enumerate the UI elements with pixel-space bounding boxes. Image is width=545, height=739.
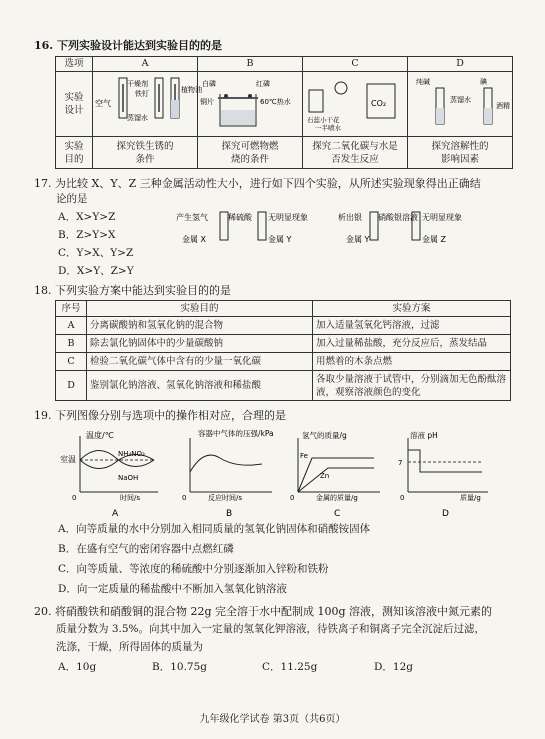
svg-text:C: C [334,509,341,519]
svg-text:植物油: 植物油 [181,86,202,94]
q16-purpose-d: 探究溶解性的影响因素 [408,137,513,169]
q20-option-d[interactable]: D．12g [374,661,414,673]
q18-row-a-purpose: 分离碳酸钠和氢氧化钠的混合物 [87,317,313,335]
q18-stem: 18. 下列实验方案中能达到实验目的的是 [34,284,231,297]
svg-text:石蕊小干花: 石蕊小干花 [307,116,340,124]
q16-design-b-figure [198,72,302,132]
q18-header-id: 序号 [56,301,87,317]
q19-graph-b [182,428,274,519]
q19-option-d[interactable]: D．向一定质量的稀盐酸中不断加入氢氧化钠溶液 [58,583,287,595]
q17-stem-line2: 论的是 [56,193,88,205]
svg-text:析出银: 析出银 [338,213,362,222]
svg-text:容器中气体的压强/kPa: 容器中气体的压强/kPa [198,429,274,438]
svg-text:铁钉: 铁钉 [135,90,149,98]
q19-option-b[interactable]: B．在盛有空气的密闭容器中点燃红磷 [58,543,234,555]
svg-text:D: D [442,509,449,519]
q18-row-a-plan: 加入适量氢氧化钙溶液，过滤 [313,317,511,335]
svg-text:蒸馏水: 蒸馏水 [450,96,471,104]
svg-text:A: A [112,509,119,519]
q20-line3: 洗涤，干燥，所得固体的质量为 [56,641,203,653]
q16-design-a [93,72,202,137]
svg-text:室温: 室温 [60,455,76,464]
q16-design-c-figure [303,72,407,132]
q18-table [55,300,511,401]
svg-text:金属 Z: 金属 Z [422,235,447,244]
q17-option-b[interactable]: B．Z>Y>X [58,229,116,241]
q16-design-a-figure [93,72,202,132]
svg-text:0: 0 [182,494,187,502]
q16-design-d [408,72,513,137]
svg-text:反应时间/s: 反应时间/s [208,494,243,502]
q17-figure [172,210,472,250]
svg-text:Zn: Zn [320,472,330,480]
q16-header-option: 选项 [56,57,93,72]
svg-text:时间/s: 时间/s [120,494,141,502]
q16-option-a: A [93,57,198,72]
q16-purpose-b: 探究可燃物燃烧的条件 [198,137,303,169]
svg-text:纯碱: 纯碱 [416,78,430,86]
svg-text:7: 7 [398,459,403,467]
svg-text:质量/g: 质量/g [460,494,481,502]
q16-design-b [198,72,303,137]
q16-table [55,56,513,169]
q18-header-plan: 实验方案 [313,301,511,317]
q20-option-a[interactable]: A．10g [58,661,97,673]
svg-text:CO₂: CO₂ [371,99,387,108]
svg-text:产生氢气: 产生氢气 [176,213,208,222]
svg-text:酒精: 酒精 [496,102,510,110]
q18-row-d-id: D [56,371,87,401]
svg-text:NaOH: NaOH [118,474,139,482]
svg-text:金属 X: 金属 X [182,235,207,244]
q16-header-design: 实验设计 [56,72,93,137]
q19-stem: 19. 下列图像分别与选项中的操作相对应，合理的是 [34,409,286,422]
svg-text:NH₄NO₃: NH₄NO₃ [118,450,145,458]
q19-graph-a [60,430,158,519]
svg-text:无明显现象: 无明显现象 [268,213,308,222]
q20-option-c[interactable]: C．11.25g [262,661,318,673]
q20-line1: 20. 将硝酸铁和硝酸铜的混合物 22g 完全溶于水中配制成 100g 溶液，测知该溶液中氮元素的 [34,605,493,618]
q17-stem-line1: 17. 为比较 X、Y、Z 三种金属活动性大小，进行如下四个实验，从所述实验现象得出正确结 [34,177,481,190]
q16-design-c [303,72,408,137]
svg-text:金属的质量/g: 金属的质量/g [316,494,358,502]
q18-row-d-plan: 各取少量溶液于试管中，分别滴加无色酚酞溶液，观察溶液颜色的变化 [313,371,511,401]
q19-option-c[interactable]: C．向等质量、等浓度的稀硫酸中分别逐渐加入锌粉和铁粉 [58,563,329,575]
svg-text:铜片: 铜片 [200,98,214,106]
q16-design-d-figure [408,72,512,132]
q16-header-purpose: 实验目的 [56,137,93,169]
q18-row-d-purpose: 鉴别氯化钠溶液、氢氧化钠溶液和稀盐酸 [87,371,313,401]
q18-row-b-plan: 加入过量稀盐酸，充分反应后，蒸发结晶 [313,335,511,353]
svg-text:硝酸银溶液: 硝酸银溶液 [378,213,418,222]
q18-header-purpose: 实验目的 [87,301,313,317]
q19-graph-d [398,430,488,519]
q16-option-b: B [198,57,303,72]
q18-row-c-purpose: 检验二氧化碳气体中含有的少量一氧化碳 [87,353,313,371]
svg-text:蒸馏水: 蒸馏水 [127,114,148,122]
svg-text:空气: 空气 [95,99,111,108]
q20-option-b[interactable]: B．10.75g [152,661,207,673]
q18-row-b-id: B [56,335,87,353]
svg-text:一半喷水: 一半喷水 [315,124,341,132]
q20-line2: 质量分数为 3.5%。向其中加入一定量的氢氧化钾溶液，待铁离子和铜离子完全沉淀后过滤， [56,623,486,635]
q18-row-b-purpose: 除去氯化钠固体中的少量碳酸钠 [87,335,313,353]
q16-option-c: C [303,57,408,72]
q16-option-d: D [408,57,513,72]
svg-text:B: B [226,509,233,519]
svg-text:白磷: 白磷 [202,80,216,88]
q16-purpose-a: 探究铁生锈的条件 [93,137,198,169]
q18-row-c-plan: 用燃着的木条点燃 [313,353,511,371]
svg-text:0: 0 [72,494,77,502]
svg-text:无明显现象: 无明显现象 [422,213,462,222]
svg-text:金属 Y: 金属 Y [268,235,292,244]
svg-text:0: 0 [400,494,405,502]
q18-row-a-id: A [56,317,87,335]
svg-text:溶液 pH: 溶液 pH [410,431,438,440]
q19-option-a[interactable]: A．向等质量的水中分别加入相同质量的氢氧化钠固体和硝酸铵固体 [58,523,371,535]
q19-graphs [58,428,508,520]
svg-text:0: 0 [290,494,295,502]
svg-text:干燥剂: 干燥剂 [127,80,148,88]
svg-text:温度/℃: 温度/℃ [86,431,114,440]
page-footer: 九年级化学试卷 第3页（共6页） [199,714,346,725]
q19-graph-c [290,430,380,519]
svg-text:氢气的质量/g: 氢气的质量/g [302,431,347,440]
q16-purpose-c: 探究二氧化碳与水是否发生反应 [303,137,408,169]
svg-text:60℃热水: 60℃热水 [260,98,291,106]
svg-text:碘: 碘 [480,78,487,86]
svg-text:Fe: Fe [300,452,308,460]
svg-text:金属 Y: 金属 Y [346,235,370,244]
q18-row-c-id: C [56,353,87,371]
svg-text:稀硫酸: 稀硫酸 [228,213,252,222]
q16-stem: 16. 下列实验设计能达到实验目的的是 [34,39,222,52]
svg-text:红磷: 红磷 [256,80,270,88]
q17-option-a[interactable]: A．X>Y>Z [58,211,116,223]
q17-option-c[interactable]: C．Y>X、Y>Z [58,247,134,259]
q17-option-d[interactable]: D．X>Y、Z>Y [58,265,134,277]
